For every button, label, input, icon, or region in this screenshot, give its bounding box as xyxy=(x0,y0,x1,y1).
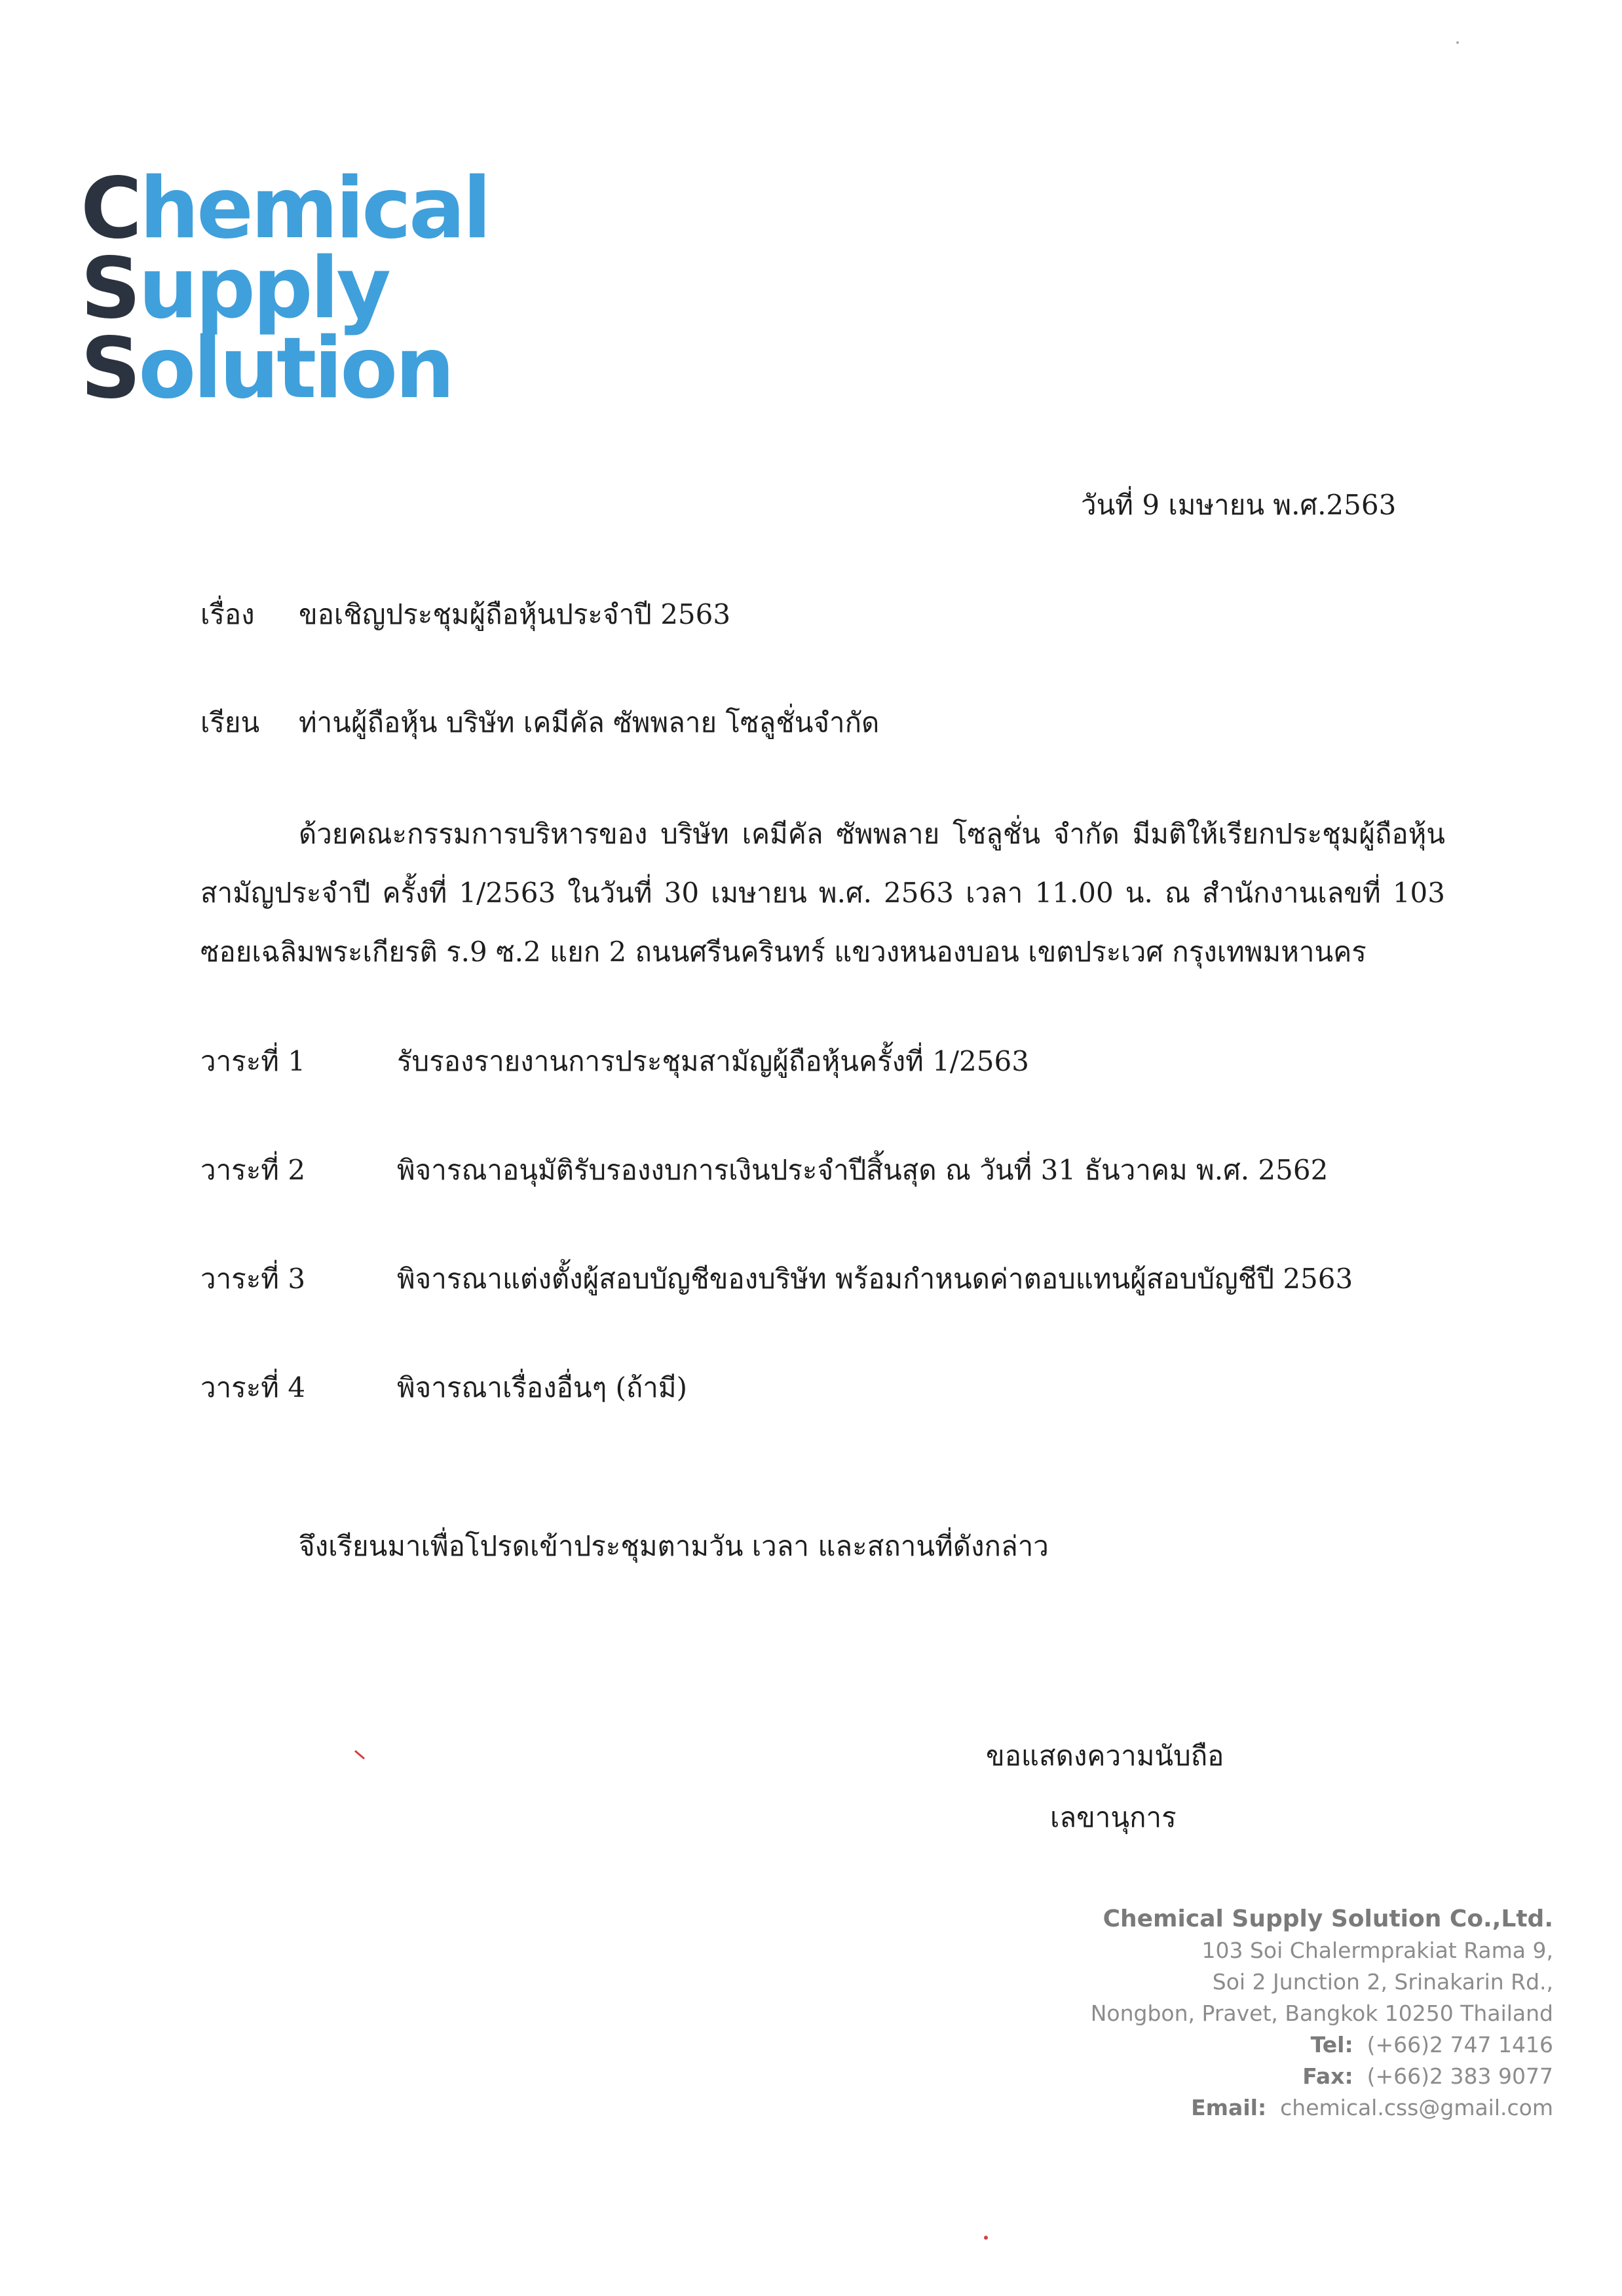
footer-email-value: chemical.css@gmail.com xyxy=(1280,2095,1553,2120)
agenda-label-3: วาระที่ 3 xyxy=(200,1263,306,1295)
footer-address-line-3: Nongbon, Pravet, Bangkok 10250 Thailand xyxy=(1090,2000,1553,2026)
footer-tel-line xyxy=(964,2029,1553,2061)
footer-tel-label: Tel: xyxy=(1310,2032,1353,2057)
recipient-label: เรียน xyxy=(200,706,260,738)
letter-date: วันที่ 9 เมษายน พ.ศ.2563 xyxy=(1081,489,1397,521)
footer-email-label: Email: xyxy=(1191,2095,1267,2120)
subject-label: เรื่อง xyxy=(200,598,255,630)
scan-speck-grey xyxy=(1454,39,1461,46)
footer-company-name: Chemical Supply Solution Co.,Ltd. xyxy=(1103,1905,1553,1932)
agenda-label-4: วาระที่ 4 xyxy=(200,1371,306,1404)
company-logo xyxy=(81,160,489,417)
footer-fax-line xyxy=(964,2061,1553,2092)
agenda-text-1: รับรองรายงานการประชุมสามัญผู้ถือหุ้นครั้งที่ 1/2563 xyxy=(397,1045,1029,1077)
closing-sentence: จึงเรียนมาเพื่อโปรดเข้าประชุมตามวัน เวลา และสถานที่ดังกล่าว xyxy=(299,1530,1049,1562)
signoff-regards: ขอแสดงความนับถือ xyxy=(986,1740,1224,1772)
footer-address-line-2: Soi 2 Junction 2, Srinakarin Rd., xyxy=(1212,1969,1553,1995)
agenda-label-1: วาระที่ 1 xyxy=(200,1045,306,1077)
logo-line-solution: Solution xyxy=(81,320,453,417)
footer-tel-value: (+66)2 747 1416 xyxy=(1367,2032,1553,2057)
agenda-text-3: พิจารณาแต่งตั้งผู้สอบบัญชีของบริษัท พร้อมกำหนดค่าตอบแทนผู้สอบบัญชีปี 2563 xyxy=(397,1263,1353,1295)
company-contact-block xyxy=(964,1904,1553,2124)
logo-line-supply: Supply xyxy=(81,240,388,337)
scan-speck-red xyxy=(983,2234,989,2241)
subject-text: ขอเชิญประชุมผู้ถือหุ้นประจำปี 2563 xyxy=(299,598,731,630)
footer-fax-value: (+66)2 383 9077 xyxy=(1367,2063,1553,2089)
scan-mark-red xyxy=(354,1750,367,1763)
agenda-text-4: พิจารณาเรื่องอื่นๆ (ถ้ามี) xyxy=(397,1371,687,1404)
footer-address-line-1: 103 Soi Chalermprakiat Rama 9, xyxy=(1201,1938,1553,1963)
body-paragraph xyxy=(200,805,1445,982)
logo-line-chemical: Chemical xyxy=(81,160,489,258)
recipient-text: ท่านผู้ถือหุ้น บริษัท เคมีคัล ซัพพลาย โซลูชั่นจำกัด xyxy=(299,706,880,738)
footer-email-line xyxy=(964,2092,1553,2124)
body-paragraph-text: ด้วยคณะกรรมการบริหารของ บริษัท เคมีคัล ซัพพลาย โซลูชั่น จำกัด มีมติให้เรียกประชุมผู้ถือหุ้นสามัญประจำปี ครั้งที่ 1/2563 ในวันที่ 30 เมษายน พ.ศ. 2563 เวลา 11.00 น. ณ สำนักงานเลขที่ 103 ซอยเฉลิมพระเกียรติ ร.9 ซ.2 แยก 2 ถนนศรีนครินทร์ แขวงหนองบอน เขตประเวศ กรุงเทพมหานคร xyxy=(200,818,1445,968)
signoff-title: เลขานุการ xyxy=(1050,1801,1177,1833)
agenda-label-2: วาระที่ 2 xyxy=(200,1154,306,1186)
footer-fax-label: Fax: xyxy=(1302,2063,1353,2089)
agenda-text-2: พิจารณาอนุมัติรับรองงบการเงินประจำปีสิ้นสุด ณ วันที่ 31 ธันวาคม พ.ศ. 2562 xyxy=(397,1154,1329,1186)
